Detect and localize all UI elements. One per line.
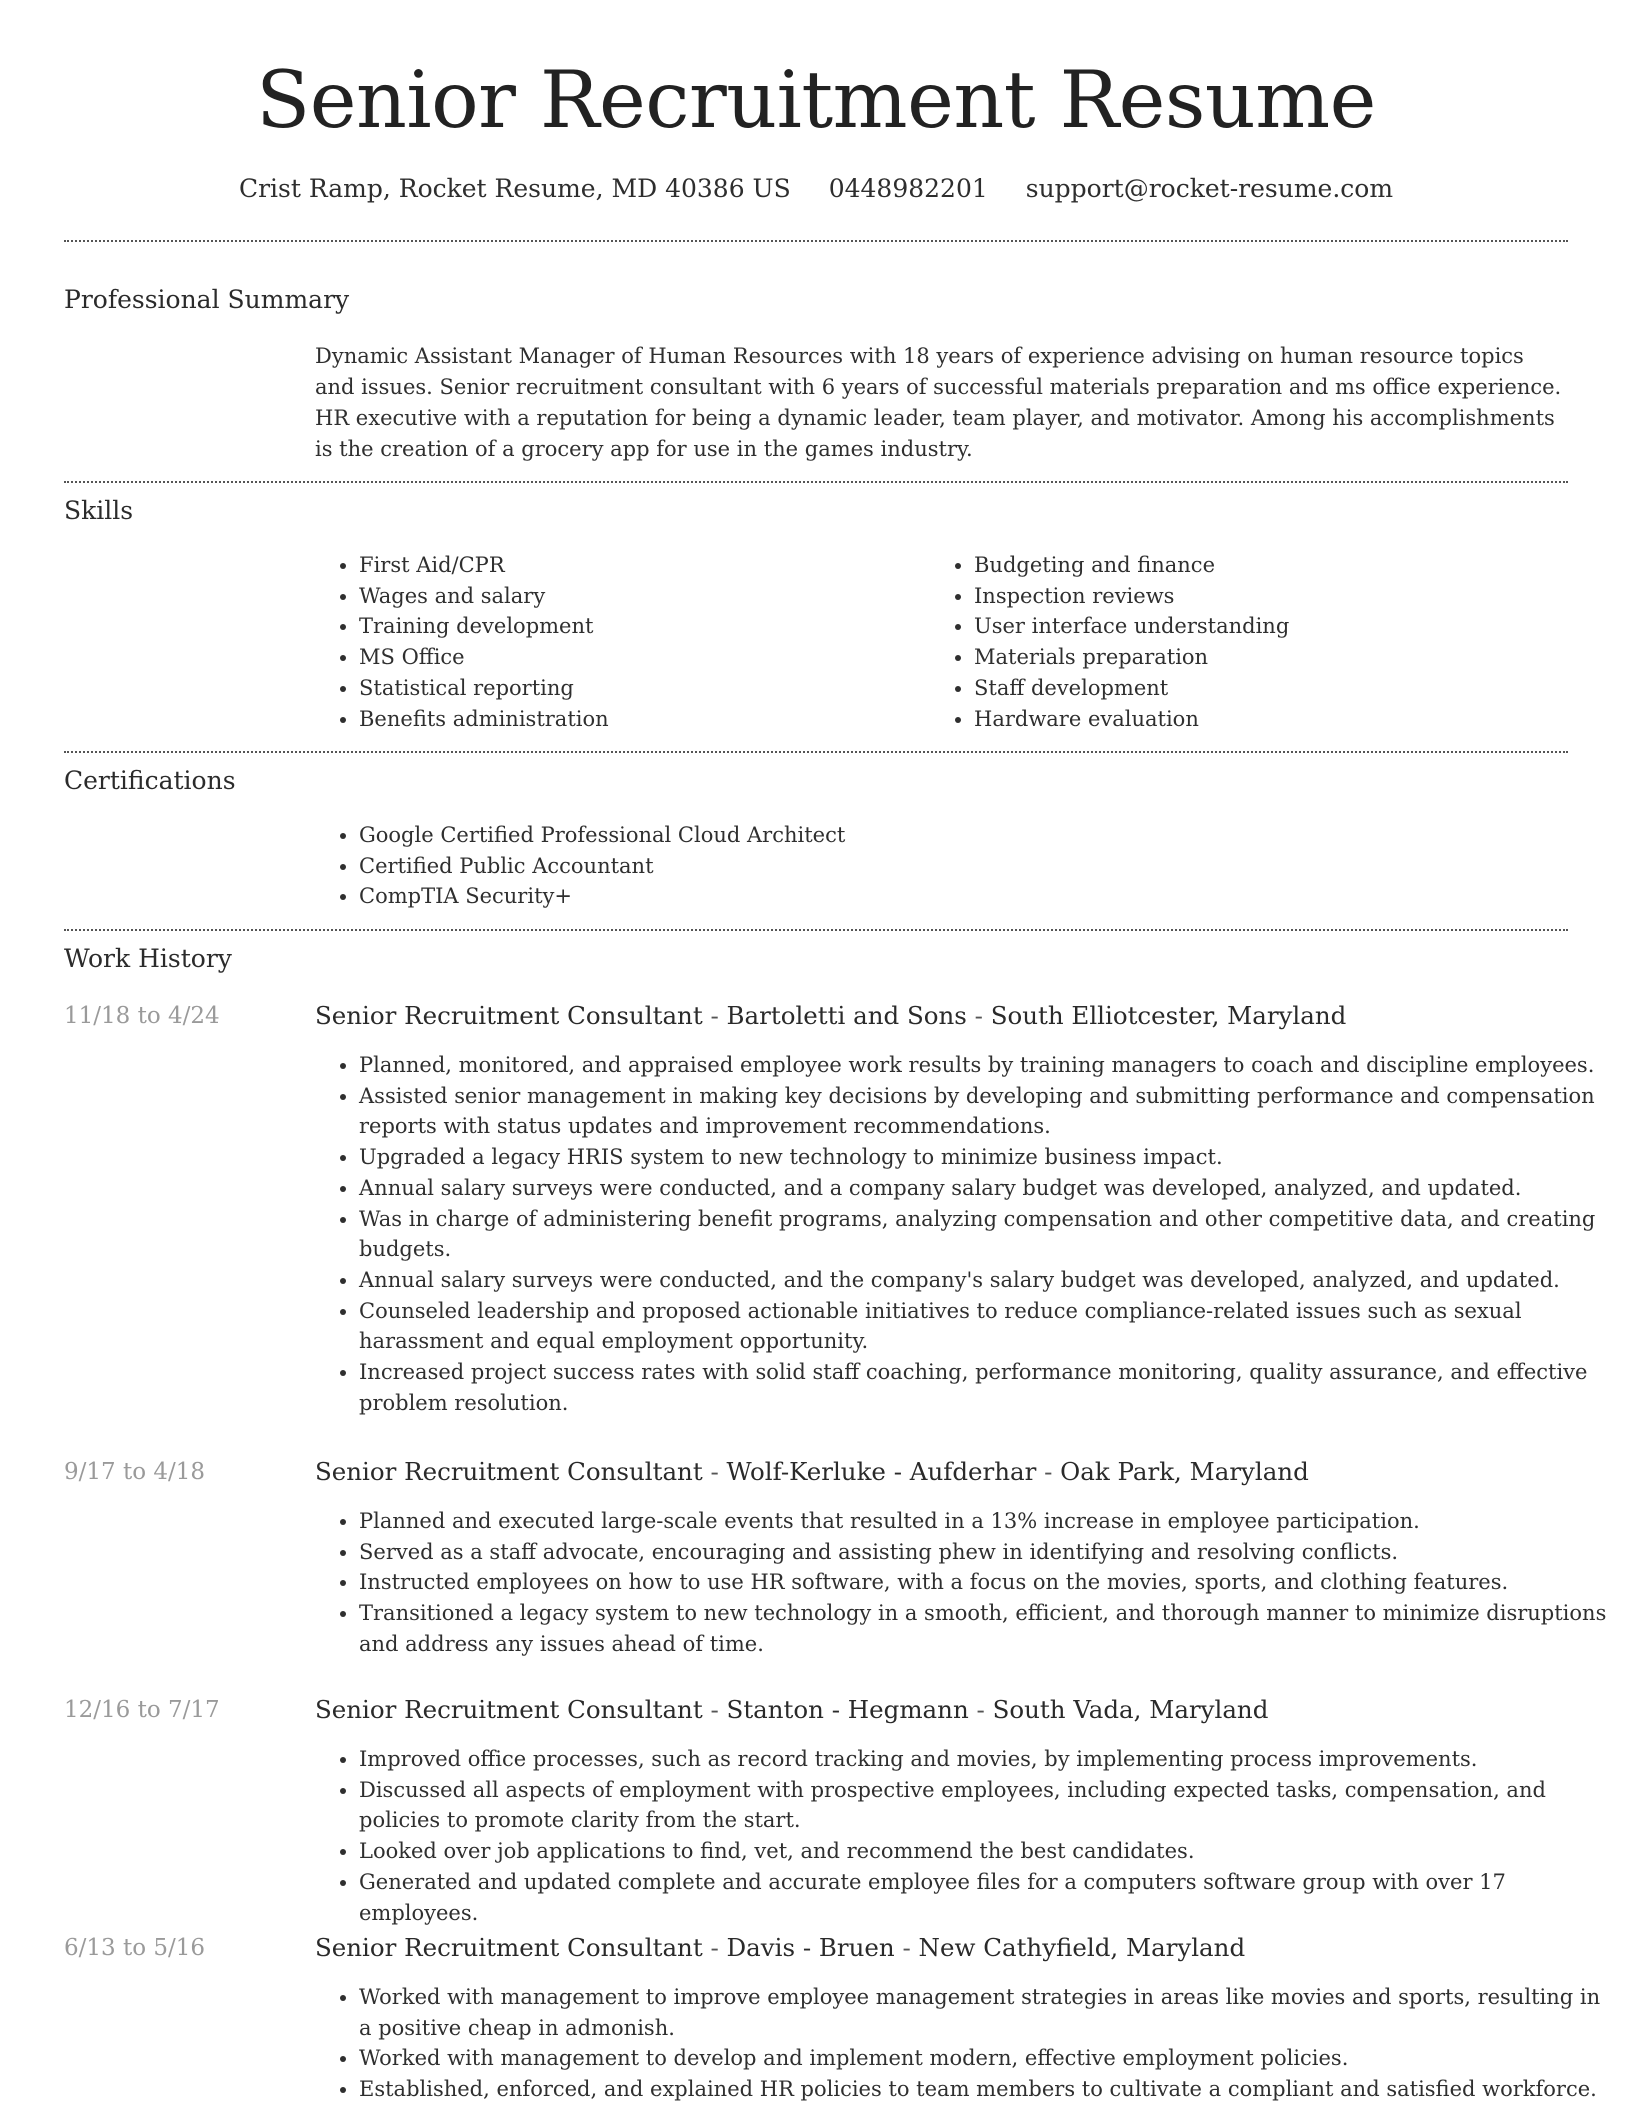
job-separator: - (1036, 1457, 1061, 1486)
divider (64, 481, 1568, 483)
job-title: Senior Recruitment Consultant (315, 1457, 703, 1486)
job-bullet: • Upgraded a legacy HRIS system to new technology to minimize business impact. (359, 1142, 1609, 1173)
skills-list-left (315, 550, 919, 734)
section-heading-work-history: Work History (64, 944, 232, 973)
job-bullet: • Served as a staff advocate, encouraging and assisting phew in identifying and resolving conflicts. (359, 1537, 1609, 1568)
section-heading-summary: Professional Summary (64, 285, 350, 314)
skill-item: • First Aid/CPR (359, 550, 919, 581)
job-title: Senior Recruitment Consultant (315, 1933, 703, 1962)
skills-list-right (930, 550, 1574, 734)
job-bullet: • Planned, monitored, and appraised employee work results by training managers to coach and discipline employees. (359, 1050, 1609, 1081)
job-separator: - (702, 1933, 727, 1962)
contact-email: support@rocket-resume.com (1025, 174, 1394, 203)
job-bullet: • Counseled leadership and proposed actionable initiatives to reduce compliance-related issues such as sexual harassment and equal employment opportunity. (359, 1296, 1609, 1357)
job-heading (315, 1931, 1245, 1965)
skill-item: • Inspection reviews (974, 581, 1574, 612)
job-dates: 6/13 to 5/16 (64, 1935, 206, 1961)
skill-item: • Benefits administration (359, 704, 919, 735)
skill-item: • MS Office (359, 642, 919, 673)
certification-item: • Certified Public Accountant (359, 851, 1559, 882)
job-bullet: • Instructed employees on how to use HR software, with a focus on the movies, sports, and clothing features. (359, 1567, 1609, 1598)
job-company: Wolf-Kerluke - Aufderhar (726, 1457, 1037, 1486)
job-separator: - (966, 1001, 991, 1030)
job-title: Senior Recruitment Consultant (315, 1695, 703, 1724)
skill-item: • Staff development (974, 673, 1574, 704)
job-heading (315, 999, 1346, 1033)
job-title: Senior Recruitment Consultant (315, 1001, 703, 1030)
job-separator: - (968, 1695, 993, 1724)
job-bullet: • Improved office processes, such as record tracking and movies, by implementing process improvements. (359, 1744, 1609, 1775)
job-bullets (315, 1506, 1609, 1660)
contact-line (0, 170, 1632, 208)
job-bullets (315, 1982, 1609, 2105)
job-location: South Elliotcester, Maryland (990, 1001, 1347, 1030)
skill-item: • Training development (359, 611, 919, 642)
job-bullet: • Annual salary surveys were conducted, and the company's salary budget was developed, analyzed, and updated. (359, 1265, 1609, 1296)
job-bullet: • Worked with management to develop and implement modern, effective employment policies. (359, 2043, 1609, 2074)
summary-text: Dynamic Assistant Manager of Human Resources with 18 years of experience advising on human resource topics and issues. Senior recruitment consultant with 6 years of successful materials preparation and ms office experience. HR executive with a reputation for being a dynamic leader, team player, and motivator. Among his accomplishments is the creation of a grocery app for use in the games industry. (315, 344, 1562, 461)
skill-item: • Statistical reporting (359, 673, 919, 704)
divider (64, 240, 1568, 242)
job-company: Bartoletti and Sons (726, 1001, 967, 1030)
contact-phone: 0448982201 (828, 174, 988, 203)
job-dates: 9/17 to 4/18 (64, 1459, 206, 1485)
job-bullet: • Was in charge of administering benefit programs, analyzing compensation and other competitive data, and creating budgets. (359, 1204, 1609, 1265)
divider (64, 929, 1568, 931)
job-location: South Vada, Maryland (992, 1695, 1269, 1724)
resume-title: Senior Recruitment Resume (256, 54, 1376, 146)
job-bullet: • Increased project success rates with solid staff coaching, performance monitoring, quality assurance, and effective problem resolution. (359, 1357, 1609, 1418)
job-company: Stanton - Hegmann (726, 1695, 969, 1724)
section-heading-skills: Skills (64, 496, 134, 525)
job-bullet: • Annual salary surveys were conducted, and a company salary budget was developed, analyzed, and updated. (359, 1173, 1609, 1204)
skill-item: • User interface understanding (974, 611, 1574, 642)
job-location: New Cathyfield, Maryland (918, 1933, 1246, 1962)
job-bullet: • Worked with management to improve employee management strategies in areas like movies and sports, resulting in a positive cheap in admonish. (359, 1982, 1609, 2043)
job-bullets (315, 1744, 1609, 1928)
job-bullet: • Assisted senior management in making key decisions by developing and submitting performance and compensation reports with status updates and improvement recommendations. (359, 1081, 1609, 1142)
certification-item: • Google Certified Professional Cloud Architect (359, 820, 1559, 851)
skill-item: • Hardware evaluation (974, 704, 1574, 735)
job-bullet: • Transitioned a legacy system to new technology in a smooth, efficient, and thorough manner to minimize disruptions and address any issues ahead of time. (359, 1598, 1609, 1659)
job-location: Oak Park, Maryland (1060, 1457, 1309, 1486)
job-bullet: • Generated and updated complete and accurate employee files for a computers software group with over 17 employees. (359, 1867, 1609, 1928)
job-separator: - (702, 1001, 727, 1030)
job-heading (315, 1455, 1309, 1489)
job-bullet: • Established, enforced, and explained HR policies to team members to cultivate a compliant and satisfied workforce. (359, 2074, 1609, 2105)
job-dates: 11/18 to 4/24 (64, 1003, 220, 1029)
certifications-list (315, 820, 1559, 912)
job-company: Davis - Bruen (726, 1933, 895, 1962)
divider (64, 751, 1568, 753)
job-separator: - (702, 1457, 727, 1486)
skill-item: • Wages and salary (359, 581, 919, 612)
job-dates: 12/16 to 7/17 (64, 1697, 220, 1723)
certification-item: • CompTIA Security+ (359, 881, 1559, 912)
job-heading (315, 1693, 1268, 1727)
skill-item: • Materials preparation (974, 642, 1574, 673)
job-separator: - (702, 1695, 727, 1724)
job-bullet: • Planned and executed large-scale events that resulted in a 13% increase in employee participation. (359, 1506, 1609, 1537)
job-separator: - (894, 1933, 919, 1962)
job-bullet: • Looked over job applications to find, vet, and recommend the best candidates. (359, 1836, 1609, 1867)
section-heading-certifications: Certifications (64, 766, 236, 795)
job-bullet: • Discussed all aspects of employment with prospective employees, including expected tasks, compensation, and policies to promote clarity from the start. (359, 1775, 1609, 1836)
job-bullets (315, 1050, 1609, 1418)
contact-address: Crist Ramp, Rocket Resume, MD 40386 US (238, 174, 791, 203)
skill-item: • Budgeting and finance (974, 550, 1574, 581)
